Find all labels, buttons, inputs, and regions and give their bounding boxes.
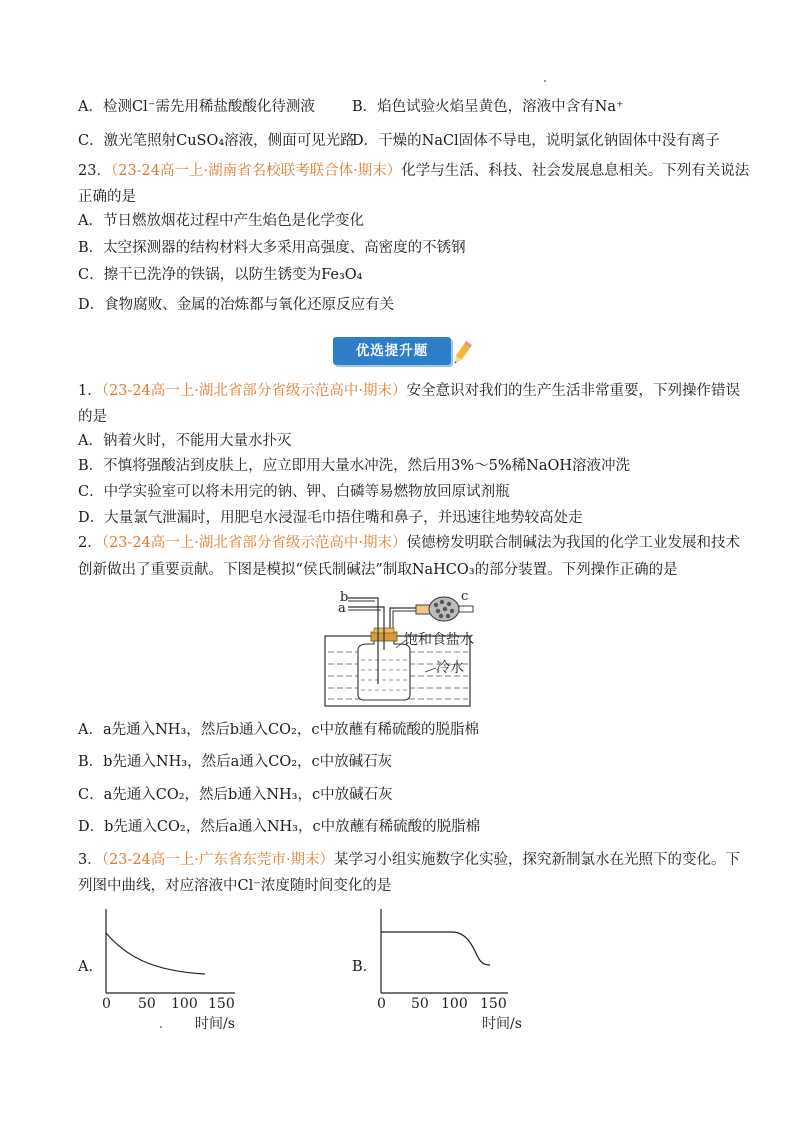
prev-option-c: C．激光笔照射CuSO₄溶液，侧面可见光路 [78, 133, 355, 149]
q23-option-a: A．节日燃放烟花过程中产生焰色是化学变化 [78, 213, 364, 229]
section-banner [333, 337, 463, 367]
q2-line-1 [78, 533, 740, 553]
banner-label: 优选提升题 [355, 343, 429, 359]
q2-option-d: D．b先通入CO₂，然后a通入NH₃，c中放蘸有稀硫酸的脱脂棉 [78, 819, 481, 835]
graph-a-xlabel: 时间/s [195, 1016, 235, 1032]
q23-option-c: C．擦干已洗净的铁锅，以防生锈变为Fe₃O₄ [78, 267, 363, 283]
q2-option-b: B．b先通入NH₃，然后a通入CO₂，c中放碱石灰 [78, 754, 393, 770]
q1-stem-2: 的是 [78, 409, 107, 425]
graph-b-tick-100: 100 [441, 996, 468, 1012]
label-c: c [461, 589, 469, 604]
prev-option-d: D．干燥的NaCl固体不导电，说明氯化钠固体中没有离子 [352, 133, 720, 149]
label-cold: 冷水 [436, 660, 464, 676]
q23-stem-2: 正确的是 [78, 189, 136, 205]
graph-a-curve [106, 933, 205, 974]
scan-dot [544, 80, 546, 82]
q1-line-1 [78, 381, 740, 401]
label-b: b [340, 590, 349, 605]
graph-a-tick-50: 50 [138, 996, 156, 1012]
q3-option-a-label: A． [78, 959, 103, 975]
q1-number: 1． [78, 383, 102, 399]
graph-b-tick-50: 50 [411, 996, 429, 1012]
q23-number: 23． [78, 163, 111, 179]
q3-option-b-label: B． [352, 959, 378, 975]
prev-option-b: B．焰色试验火焰呈黄色，溶液中含有Na⁺ [352, 99, 624, 115]
q23-option-d: D．食物腐败、金属的冶炼都与氧化还原反应有关 [78, 297, 395, 313]
q2-option-c: C．a先通入CO₂，然后b通入NH₃，c中放碱石灰 [78, 787, 393, 803]
graph-b-xlabel: 时间/s [482, 1016, 522, 1032]
graph-a [95, 905, 245, 1033]
graph-a-tick-0: 0 [102, 996, 111, 1012]
q1-option-d: D．大量氯气泄漏时，用肥皂水浸湿毛巾捂住嘴和鼻子，并迅速往地势较高处走 [78, 510, 583, 526]
prev-option-a: A．检测Cl⁻需先用稀盐酸酸化待测液 [78, 99, 315, 115]
q1-option-c: C．中学实验室可以将未用完的钠、钾、白磷等易燃物放回原试剂瓶 [78, 484, 510, 500]
graph-a-tick-150: 150 [208, 996, 235, 1012]
q23-line-1 [78, 161, 749, 181]
q23-option-b: B．太空探测器的结构材料大多采用高强度、高密度的不锈钢 [78, 240, 466, 256]
q2-source: （23-24高一上·湖北省部分省级示范高中·期末） [101, 535, 407, 551]
q1-stem-1: 安全意识对我们的生产生活非常重要，下列操作错误 [406, 383, 741, 399]
q1-option-a: A．钠着火时，不能用大量水扑灭 [78, 433, 292, 449]
graph-b-tick-150: 150 [480, 996, 507, 1012]
graph-b [370, 905, 530, 1033]
q2-option-a: A．a先通入NH₃，然后b通入CO₂，c中放蘸有稀硫酸的脱脂棉 [78, 722, 479, 738]
q2-stem-1: 侯德榜发明联合制碱法为我国的化学工业发展和技术 [406, 535, 741, 551]
q3-source: （23-24高一上·广东省东莞市·期末） [101, 852, 335, 868]
q3-stem-2: 列图中曲线，对应溶液中Cl⁻浓度随时间变化的是 [78, 878, 392, 894]
q3-line-1 [78, 850, 740, 870]
q2-number: 2． [78, 535, 102, 551]
label-a: a [338, 601, 346, 616]
scan-dot [160, 1026, 162, 1028]
graph-b-curve [381, 932, 490, 965]
q2-stem-2: 创新做出了重要贡献。下图是模拟“侯氏制碱法”制取NaHCO₃的部分装置。下列操作正确的是 [78, 562, 678, 578]
graph-b-tick-0: 0 [377, 996, 386, 1012]
q1-source: （23-24高一上·湖北省部分省级示范高中·期末） [101, 383, 407, 399]
q3-stem-1: 某学习小组实施数字化实验，探究新制氯水在光照下的变化。下 [334, 852, 741, 868]
q23-stem-1: 化学与生活、科技、社会发展息息相关。下列有关说法 [401, 163, 750, 179]
pencil-icon [451, 339, 473, 369]
q23-source: （23-24高一上·湖南省名校联考联合体·期末） [110, 163, 402, 179]
label-brine: 饱和食盐水 [404, 632, 474, 648]
graph-a-tick-100: 100 [171, 996, 198, 1012]
apparatus-figure [318, 588, 478, 713]
q3-number: 3． [78, 852, 102, 868]
q1-option-b: B．不慎将强酸沾到皮肤上，应立即用大量水冲洗，然后用3%～5%稀NaOH溶液冲洗 [78, 458, 631, 474]
